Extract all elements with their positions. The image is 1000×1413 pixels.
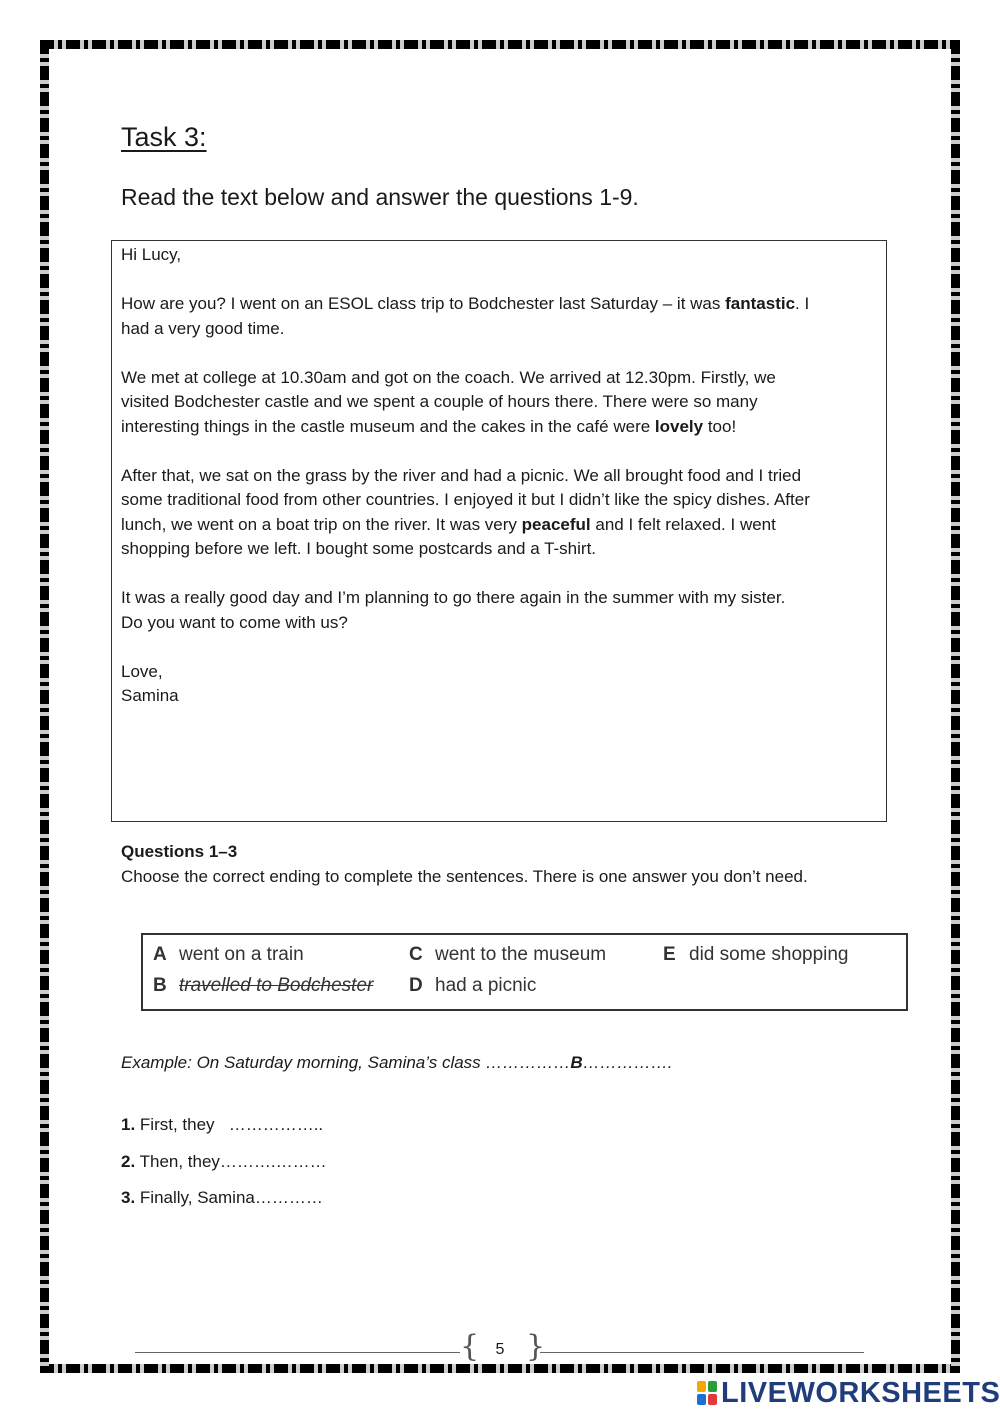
example-sentence: Example: On Saturday morning, Samina’s class ……………B……………. — [121, 1053, 673, 1072]
letter-paragraph-2: We met at college at 10.30am and got on the coach. We arrived at 12.30pm. Firstly, we visited Bodchester castle and we spent a couple of hours there. There were so many interesting things in the castle museum and the cakes in the café were lovely too! — [121, 367, 776, 436]
liveworksheets-watermark — [697, 1378, 1000, 1408]
questions-instruction: Choose the correct ending to complete the sentences. There is one answer you don’t need. — [121, 867, 808, 886]
task-title: Task 3: — [121, 122, 207, 152]
letter-text — [121, 243, 811, 709]
letter-paragraph-1: How are you? I went on an ESOL class trip to Bodchester last Saturday – it was fantastic. I had a very good time. — [121, 294, 810, 338]
page-border-left — [40, 40, 49, 1373]
letter-paragraph-3: After that, we sat on the grass by the river and had a picnic. We all brought food and I tried some traditional food from other countries. I enjoyed it but I didn’t like the spicy dishes. After lunch, we went on a boat trip on the river. It was very peaceful and I felt relaxed. I went shopping before we left. I bought some postcards and a T-shirt. — [121, 465, 810, 558]
letter-greeting: Hi Lucy, — [121, 245, 182, 264]
option-e: E did some shopping — [663, 944, 849, 965]
questions-heading: Questions 1–3 — [121, 842, 238, 861]
liveworksheets-logo-icon — [697, 1381, 717, 1405]
option-a: A went on a train — [153, 944, 304, 965]
task-instructions: Read the text below and answer the questions 1-9. — [121, 184, 639, 210]
question-1[interactable]: 1. First, they …………….. — [121, 1115, 324, 1134]
page-border-bottom — [40, 1364, 960, 1373]
page-border-right — [951, 40, 960, 1373]
option-b: B travelled to Bodchester — [153, 975, 374, 996]
letter-signoff: Love, Samina — [121, 661, 179, 705]
watermark-text: LIVEWORKSHEETS — [721, 1376, 1000, 1409]
option-d: D had a picnic — [409, 975, 537, 996]
footer-line-left — [135, 1352, 460, 1353]
footer-brace-right: } — [526, 1329, 546, 1364]
letter-paragraph-4: It was a really good day and I’m planning to go there again in the summer with my sister. Do you want to come with us? — [121, 588, 786, 632]
page-border-top — [40, 40, 960, 49]
footer-brace-left: { — [460, 1329, 480, 1364]
footer-line-right — [540, 1352, 864, 1353]
option-c: C went to the museum — [409, 944, 607, 965]
page-number: 5 — [495, 1341, 505, 1358]
question-2[interactable]: 2. Then, they……….……… — [121, 1152, 327, 1171]
question-3[interactable]: 3. Finally, Samina………… — [121, 1188, 323, 1207]
